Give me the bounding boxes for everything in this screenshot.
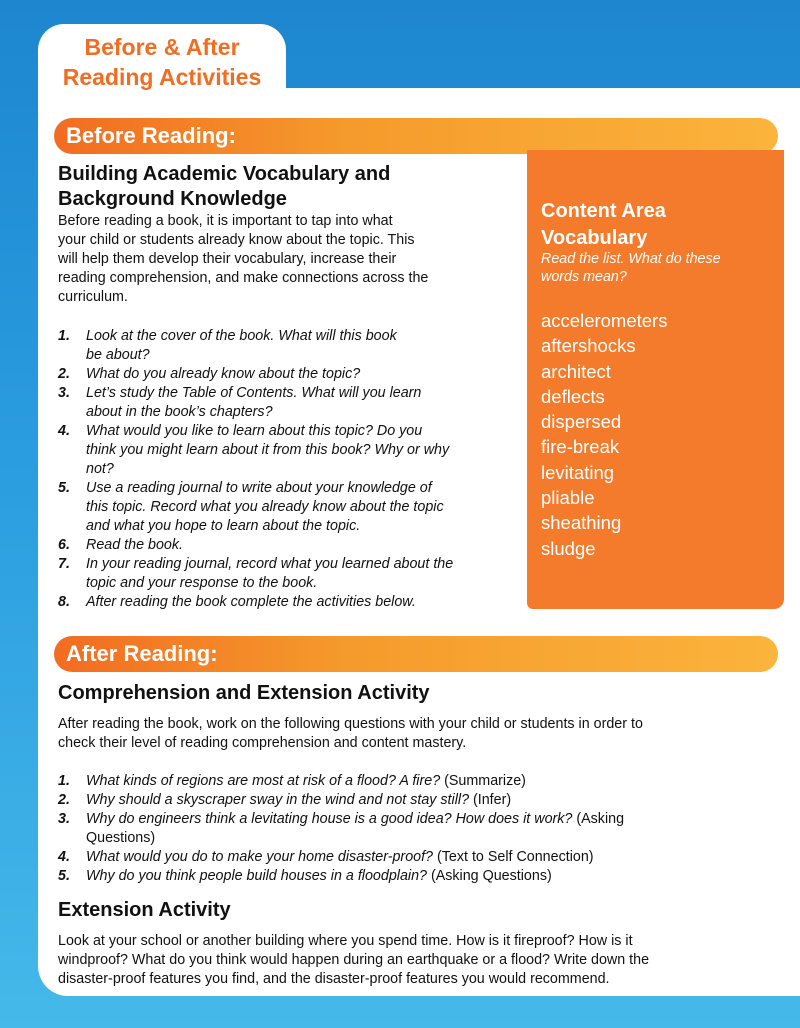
- step-text-line: In your reading journal, record what you learned about the: [86, 556, 454, 572]
- list-item: [58, 536, 453, 555]
- vocab-word: deflects: [541, 385, 605, 407]
- list-item: [58, 810, 624, 848]
- list-item: [58, 365, 453, 384]
- vocabulary-sidebar: [527, 150, 784, 609]
- sidebar-title: [541, 198, 666, 252]
- before-intro-line: reading comprehension, and make connections across the: [58, 270, 429, 286]
- vocabulary-heading: [58, 162, 390, 212]
- question-number: 4.: [58, 849, 70, 865]
- list-item: [58, 791, 624, 810]
- after-intro-line: After reading the book, work on the following questions with your child or students in order to: [58, 716, 643, 732]
- step-number: 7.: [58, 556, 70, 572]
- question-text: What would you do to make your home disaster-proof?: [86, 849, 434, 865]
- extension-heading: Extension Activity: [58, 899, 231, 921]
- step-text-line: Use a reading journal to write about your knowledge of: [86, 480, 432, 496]
- list-item: [58, 867, 624, 886]
- question-skill-tag: (Asking: [572, 811, 625, 827]
- question-text: Why do you think people build houses in a floodplain?: [86, 868, 427, 884]
- extension-paragraph: [58, 932, 649, 989]
- vocabulary-heading-line-1: Building Academic Vocabulary and: [58, 163, 391, 185]
- sidebar-subtitle: [541, 250, 771, 286]
- step-number: 6.: [58, 537, 70, 553]
- vocab-word: aftershocks: [541, 335, 636, 357]
- step-text-line: Let’s study the Table of Contents. What will you learn: [86, 385, 422, 401]
- before-steps-list: [58, 327, 453, 612]
- list-item: [58, 848, 624, 867]
- step-text-line: about in the book’s chapters?: [86, 404, 273, 420]
- question-skill-tag: (Asking Questions): [426, 868, 552, 884]
- question-skill-tag: Questions): [86, 830, 156, 846]
- step-text-line: and what you hope to learn about the topic.: [86, 518, 361, 534]
- vocab-word: fire-break: [541, 436, 620, 458]
- before-reading-banner: [54, 118, 778, 154]
- page-title-line-2: Reading Activities: [62, 64, 262, 90]
- list-item: [58, 555, 453, 593]
- before-reading-label: Before Reading:: [66, 123, 236, 148]
- question-skill-tag: (Infer): [469, 792, 512, 808]
- question-text: Why do engineers think a levitating house is a good idea? How does it work?: [86, 811, 573, 827]
- before-intro-line: your child or students already know about the topic. This: [58, 232, 415, 248]
- after-reading-label: After Reading:: [66, 641, 218, 666]
- question-skill-tag: (Text to Self Connection): [433, 849, 594, 865]
- after-intro: [58, 715, 643, 753]
- vocabulary-word-list: [541, 308, 667, 561]
- list-item: [58, 479, 453, 536]
- sidebar-subtitle-line: words mean?: [541, 269, 627, 285]
- sidebar-title-line-2: Vocabulary: [541, 227, 648, 249]
- page-title: [38, 32, 286, 92]
- vocab-word: pliable: [541, 487, 595, 509]
- list-item: [58, 422, 453, 479]
- step-number: 5.: [58, 480, 70, 496]
- vocab-word: levitating: [541, 461, 615, 483]
- list-item: [58, 384, 453, 422]
- question-text: What kinds of regions are most at risk of a flood? A fire?: [86, 773, 441, 789]
- step-number: 2.: [58, 366, 70, 382]
- page-title-line-1: Before & After: [84, 34, 240, 60]
- step-number: 3.: [58, 385, 70, 401]
- vocab-word: sheathing: [541, 512, 622, 534]
- sidebar-subtitle-line: Read the list. What do these: [541, 251, 721, 267]
- vocab-word: architect: [541, 360, 611, 382]
- step-text-line: After reading the book complete the activities below.: [86, 594, 416, 610]
- question-number: 3.: [58, 811, 70, 827]
- step-text-line: not?: [86, 461, 114, 477]
- sidebar-title-line-1: Content Area: [541, 200, 666, 222]
- vocab-word: accelerometers: [541, 310, 668, 331]
- step-text-line: What would you like to learn about this topic? Do you: [86, 423, 423, 439]
- list-item: [58, 593, 453, 612]
- vocabulary-heading-line-2: Background Knowledge: [58, 188, 287, 210]
- question-number: 5.: [58, 868, 70, 884]
- before-intro-line: Before reading a book, it is important to tap into what: [58, 213, 393, 229]
- step-number: 4.: [58, 423, 70, 439]
- extension-line: disaster-proof features you find, and the disaster-proof features you would recommend.: [58, 971, 610, 987]
- vocab-word: sludge: [541, 537, 596, 559]
- step-text-line: this topic. Record what you already know about the topic: [86, 499, 444, 515]
- step-number: 1.: [58, 328, 70, 344]
- step-number: 8.: [58, 594, 70, 610]
- question-skill-tag: (Summarize): [440, 773, 526, 789]
- after-reading-banner: [54, 636, 778, 672]
- extension-line: windproof? What do you think would happen during an earthquake or a flood? Write down the: [58, 952, 650, 968]
- list-item: [58, 327, 453, 365]
- question-text: Why should a skyscraper sway in the wind and not stay still?: [86, 792, 470, 808]
- vocab-word: dispersed: [541, 411, 622, 433]
- step-text-line: Look at the cover of the book. What will this book: [86, 328, 397, 344]
- extension-line: Look at your school or another building where you spend time. How is it fireproof? How is it: [58, 933, 633, 949]
- before-intro-line: curriculum.: [58, 289, 128, 305]
- after-intro-line: check their level of reading comprehension and content mastery.: [58, 735, 467, 751]
- step-text-line: be about?: [86, 347, 150, 363]
- question-number: 2.: [58, 792, 70, 808]
- comprehension-heading: Comprehension and Extension Activity: [58, 682, 430, 704]
- step-text-line: topic and your response to the book.: [86, 575, 318, 591]
- step-text-line: What do you already know about the topic?: [86, 366, 361, 382]
- before-intro: [58, 212, 428, 307]
- question-number: 1.: [58, 773, 70, 789]
- step-text-line: think you might learn about it from this book? Why or why: [86, 442, 450, 458]
- list-item: [58, 772, 624, 791]
- before-intro-line: will help them develop their vocabulary, increase their: [58, 251, 397, 267]
- step-text-line: Read the book.: [86, 537, 183, 553]
- comprehension-questions-list: [58, 772, 624, 886]
